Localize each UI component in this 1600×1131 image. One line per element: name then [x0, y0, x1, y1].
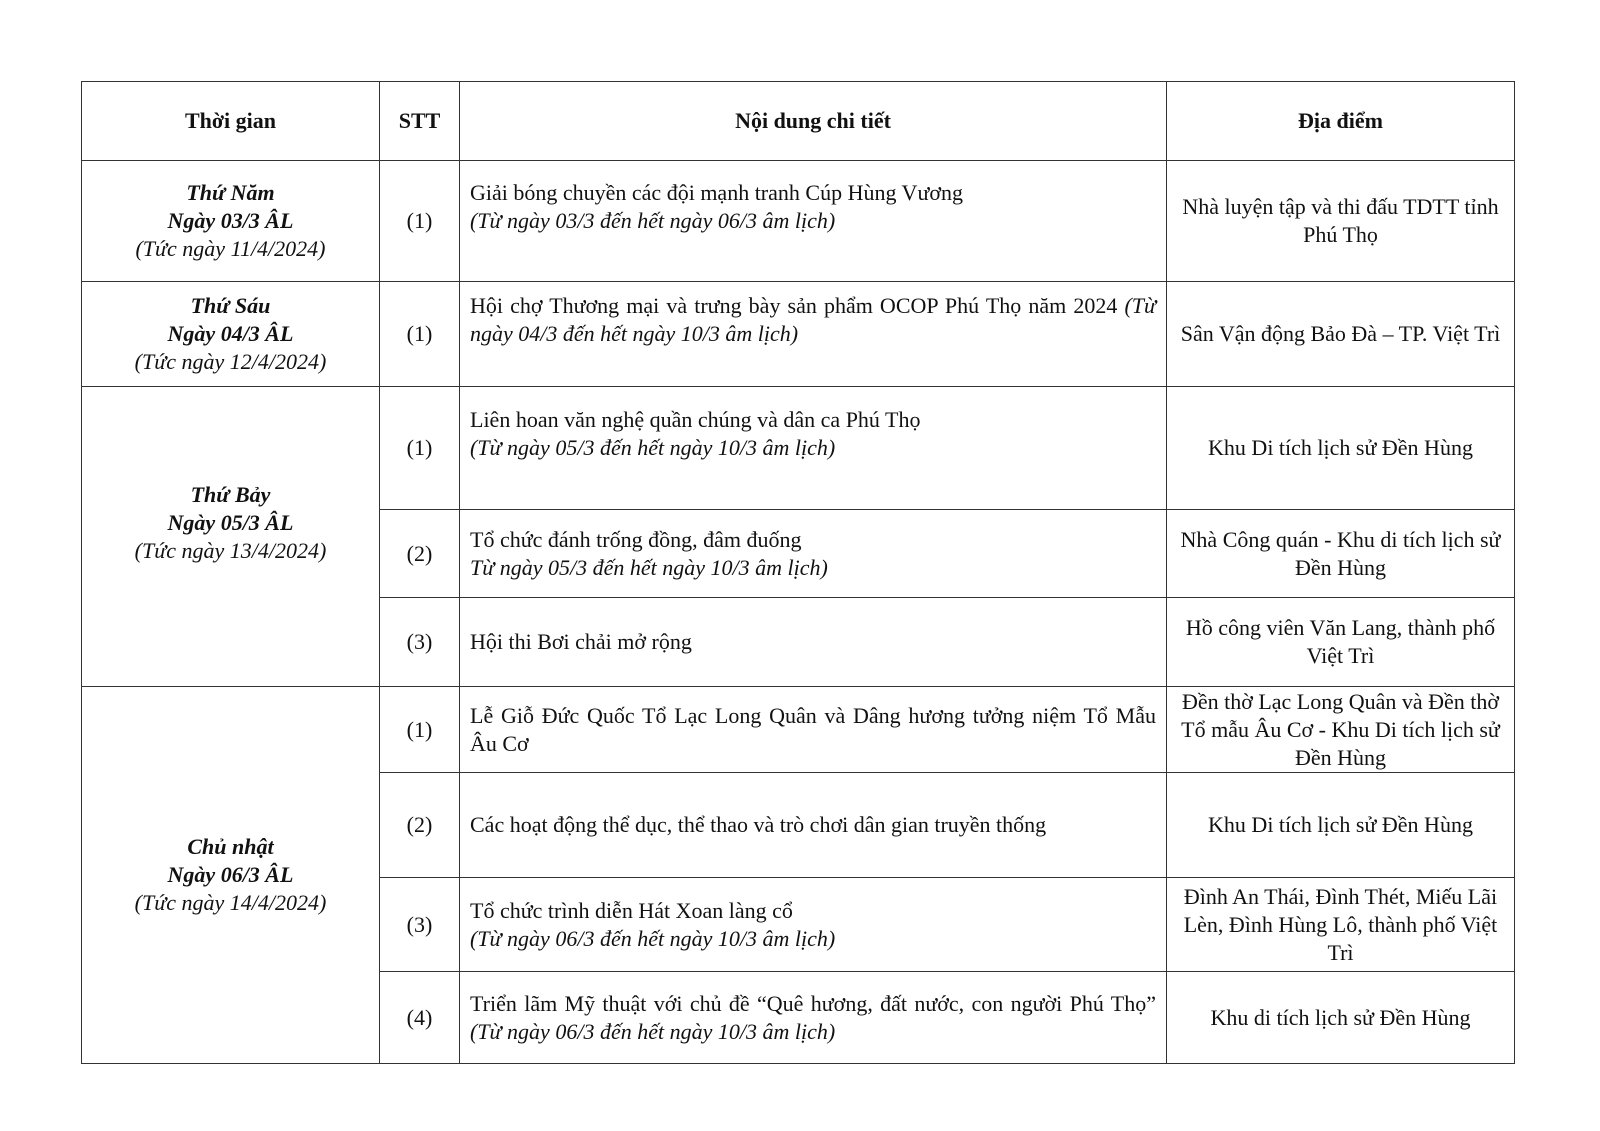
- content-cell: [460, 161, 1167, 282]
- event-title: Liên hoan văn nghệ quần chúng và dân ca Phú Thọ: [470, 407, 921, 432]
- day-cell: [82, 387, 380, 687]
- lunar-date: Ngày 05/3 ÂL: [167, 509, 294, 535]
- event-title: Tổ chức đánh trống đồng, đâm đuống: [470, 526, 802, 552]
- event-title: Hội thi Bơi chải mở rộng: [470, 629, 692, 654]
- solar-date: (Tức ngày 11/4/2024): [135, 236, 326, 261]
- stt-cell: (1): [380, 282, 460, 387]
- lunar-date: Ngày 04/3 ÂL: [167, 321, 294, 346]
- event-note: (Từ ngày 06/3 đến hết ngày 10/3 âm lịch): [470, 925, 836, 951]
- solar-date: (Tức ngày 13/4/2024): [134, 537, 327, 563]
- content-cell: [460, 598, 1167, 687]
- content-cell: [460, 387, 1167, 510]
- content-cell: [460, 773, 1167, 878]
- stt-cell: (1): [380, 387, 460, 510]
- day-name: Thứ Năm: [186, 180, 275, 205]
- table-row: [82, 387, 1515, 510]
- solar-date: (Tức ngày 12/4/2024): [134, 349, 327, 374]
- event-title: Giải bóng chuyền các đội mạnh tranh Cúp Hùng Vương: [470, 180, 964, 205]
- content-cell: [460, 687, 1167, 773]
- content-cell: [460, 878, 1167, 972]
- header-time: Thời gian: [82, 82, 380, 161]
- table-row: [82, 161, 1515, 282]
- stt-cell: (3): [380, 878, 460, 972]
- stt-cell: (2): [380, 510, 460, 598]
- stt-cell: (4): [380, 972, 460, 1064]
- place-cell: Khu di tích lịch sử Đền Hùng: [1167, 972, 1515, 1064]
- day-name: Chủ nhật: [187, 834, 274, 859]
- place-cell: Khu Di tích lịch sử Đền Hùng: [1167, 387, 1515, 510]
- header-content: Nội dung chi tiết: [460, 82, 1167, 161]
- place-cell: Đình An Thái, Đình Thét, Miếu Lãi Lèn, Đình Hùng Lô, thành phố Việt Trì: [1167, 878, 1515, 972]
- header-place: Địa điểm: [1167, 82, 1515, 161]
- day-cell: [82, 687, 380, 1064]
- stt-cell: (1): [380, 687, 460, 773]
- header-row: [82, 82, 1515, 161]
- stt-cell: (3): [380, 598, 460, 687]
- day-cell: [82, 161, 380, 282]
- stt-cell: (2): [380, 773, 460, 878]
- place-cell: Nhà luyện tập và thi đấu TDTT tỉnh Phú Thọ: [1167, 161, 1515, 282]
- place-cell: Khu Di tích lịch sử Đền Hùng: [1167, 773, 1515, 878]
- event-title: Các hoạt động thể dục, thể thao và trò chơi dân gian truyền thống: [470, 812, 1047, 837]
- event-title: Tổ chức trình diễn Hát Xoan làng cổ: [470, 897, 793, 923]
- day-name: Thứ Sáu: [190, 293, 271, 318]
- event-note: (Từ ngày 03/3 đến hết ngày 06/3 âm lịch): [470, 208, 836, 233]
- header-stt: STT: [380, 82, 460, 161]
- event-note: (Từ ngày 06/3 đến hết ngày 10/3 âm lịch): [470, 1018, 836, 1044]
- place-cell: Hồ công viên Văn Lang, thành phố Việt Trì: [1167, 598, 1515, 687]
- content-cell: [460, 282, 1167, 387]
- event-note: (Từ ngày 05/3 đến hết ngày 10/3 âm lịch): [470, 435, 836, 460]
- event-title: Lễ Giỗ Đức Quốc Tổ Lạc Long Quân và Dâng hương tưởng niệm Tổ Mẫu Âu Cơ: [470, 702, 1156, 756]
- stt-cell: (1): [380, 161, 460, 282]
- event-note: Từ ngày 05/3 đến hết ngày 10/3 âm lịch): [470, 554, 828, 580]
- place-cell: Nhà Công quán - Khu di tích lịch sử Đền Hùng: [1167, 510, 1515, 598]
- event-title: Triển lãm Mỹ thuật với chủ đề “Quê hương, đất nước, con người Phú Thọ”: [470, 990, 1156, 1016]
- lunar-date: Ngày 03/3 ÂL: [167, 208, 294, 233]
- day-name: Thứ Bảy: [190, 481, 271, 507]
- place-cell: Đền thờ Lạc Long Quân và Đền thờ Tổ mẫu Âu Cơ - Khu Di tích lịch sử Đền Hùng: [1167, 687, 1515, 773]
- solar-date: (Tức ngày 14/4/2024): [134, 890, 327, 915]
- table-row: [82, 687, 1515, 773]
- table-row: [82, 282, 1515, 387]
- schedule-table: [81, 81, 1515, 1064]
- content-cell: [460, 510, 1167, 598]
- event-title: Hội chợ Thương mại và trưng bày sản phẩm OCOP Phú Thọ năm 2024: [470, 293, 1125, 318]
- place-cell: Sân Vận động Bảo Đà – TP. Việt Trì: [1167, 282, 1515, 387]
- lunar-date: Ngày 06/3 ÂL: [167, 862, 294, 887]
- day-cell: [82, 282, 380, 387]
- content-cell: [460, 972, 1167, 1064]
- event-note: (Từ ngày 04/3 đến hết ngày 10/3 âm lịch): [470, 293, 1156, 346]
